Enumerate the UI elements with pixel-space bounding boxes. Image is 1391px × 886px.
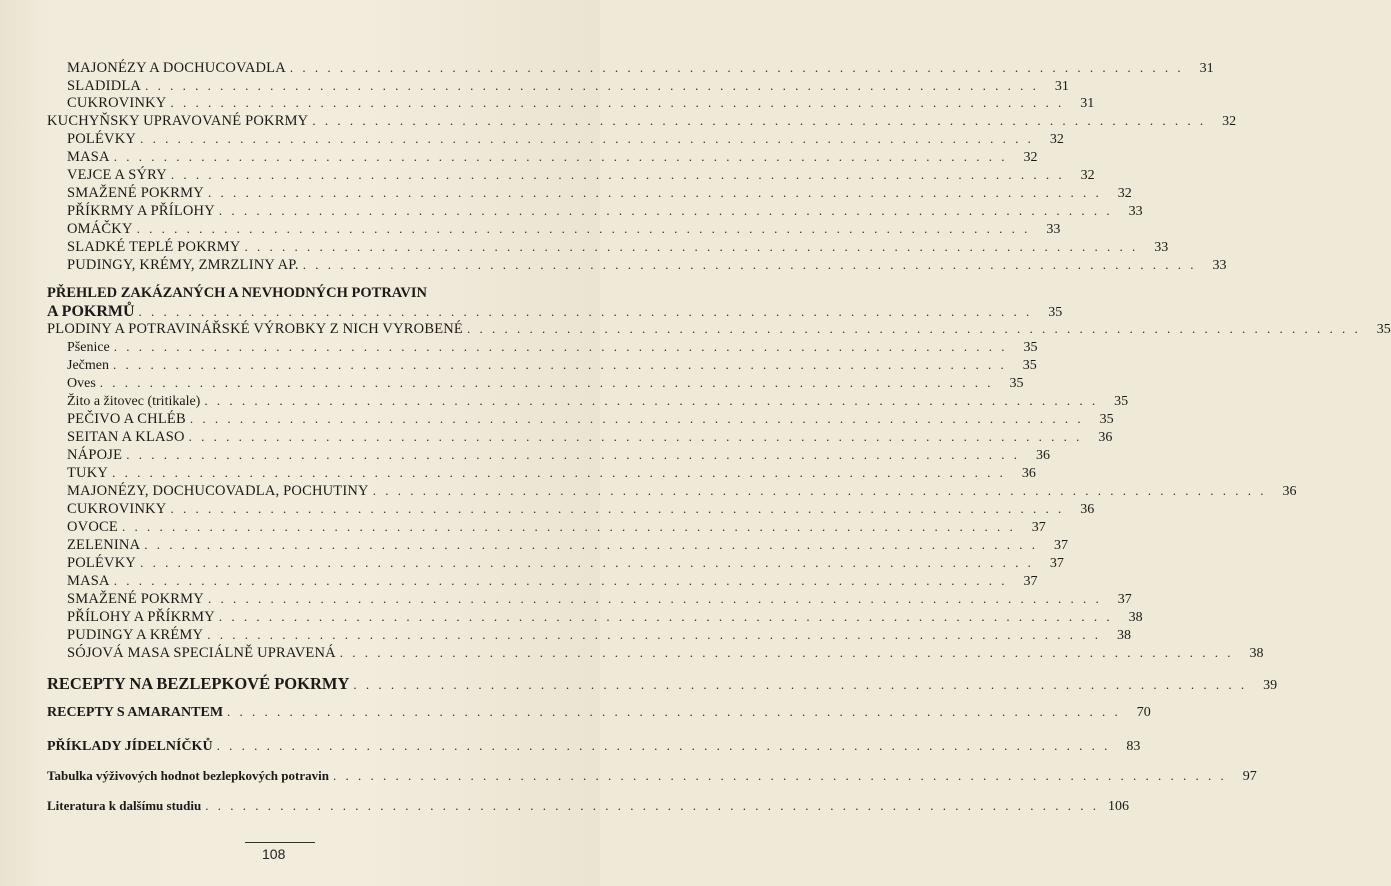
toc-page-number: 37	[1031, 520, 1046, 535]
toc-page-number: 36	[1080, 502, 1095, 517]
toc-entry-label: A POKRMŮ	[47, 303, 135, 320]
toc-page-number: 38	[1116, 628, 1131, 643]
dot-leader: . . . . . . . . . . . . . . . . . . . . . . . . . . . . . . . . . . . . . . . . . . . . . . . . . . . . . . . . . . . . . . . . . . . . . . . .	[136, 221, 1031, 236]
toc-entry	[0, 645, 1264, 663]
toc-page-number: 33	[1154, 240, 1169, 255]
toc-entry	[0, 537, 1069, 555]
toc-entry	[0, 185, 1132, 203]
toc-entry-label: PŘÍLOHY A PŘÍKRMY	[67, 609, 215, 625]
toc-page-number: 35	[1022, 358, 1037, 373]
toc-page-number: 32	[1049, 132, 1064, 147]
toc-entry-label: Tabulka výživových hodnot bezlepkových potravin	[47, 768, 329, 783]
toc-entry	[0, 95, 1095, 113]
toc-page-number: 36	[1098, 430, 1113, 445]
toc-entry-label: OVOCE	[67, 519, 118, 535]
toc-entry-label: MAJONÉZY, DOCHUCOVADLA, POCHUTINY	[67, 483, 369, 499]
dot-leader: . . . . . . . . . . . . . . . . . . . . . . . . . . . . . . . . . . . . . . . . . . . . . . . . . . . . . . . . . . . . . . . . . . . . . . . .	[113, 149, 1008, 164]
dot-leader: . . . . . . . . . . . . . . . . . . . . . . . . . . . . . . . . . . . . . . . . . . . . . . . . . . . . . . . . . . . . . . . . . . . . . . . .	[332, 768, 1227, 783]
toc-page-number: 33	[1128, 204, 1143, 219]
toc-page-number: 35	[1099, 412, 1114, 427]
dot-leader: . . . . . . . . . . . . . . . . . . . . . . . . . . . . . . . . . . . . . . . . . . . . . . . . . . . . . . . . . . . . . . . . . . . . . . . .	[99, 375, 994, 390]
toc-entry	[0, 501, 1095, 519]
toc-entry-label: Ječmen	[67, 358, 109, 373]
dot-leader: . . . . . . . . . . . . . . . . . . . . . . . . . . . . . . . . . . . . . . . . . . . . . . . . . . . . . . . . . . . . . . . . . . . . . . . .	[218, 609, 1113, 624]
toc-entry-label: SLADKÉ TEPLÉ POKRMY	[67, 239, 241, 255]
toc-entry	[0, 221, 1061, 239]
toc-entry-label: RECEPTY S AMARANTEM	[47, 705, 224, 720]
toc-page-number: 35	[1009, 376, 1024, 391]
dot-leader: . . . . . . . . . . . . . . . . . . . . . . . . . . . . . . . . . . . . . . . . . . . . . . . . . . . . . . . . . . . . . . . . . . . . . . . .	[216, 738, 1111, 753]
dot-leader: . . . . . . . . . . . . . . . . . . . . . . . . . . . . . . . . . . . . . . . . . . . . . . . . . . . . . . . . . . . . . . . . . . . . . . . .	[145, 78, 1039, 93]
toc-entry-label: MASA	[67, 573, 110, 589]
toc-entry-label: Žito a žitovec (tritikale)	[67, 394, 201, 409]
toc-entry	[0, 203, 1143, 221]
toc-entry	[0, 131, 1064, 149]
toc-entry-label: TUKY	[67, 465, 109, 481]
dot-leader: . . . . . . . . . . . . . . . . . . . . . . . . . . . . . . . . . . . . . . . . . . . . . . . . . . . . . . . . . . . . . . . . . . . . . . . .	[189, 411, 1084, 426]
toc-entry-label: PUDINGY A KRÉMY	[67, 627, 204, 643]
toc-entry	[0, 411, 1114, 429]
toc-entry	[0, 555, 1064, 573]
toc-entry-label: RECEPTY NA BEZLEPKOVÉ POKRMY	[47, 674, 350, 693]
toc-entry-label: PLODINY A POTRAVINÁŘSKÉ VÝROBKY Z NICH VYROBENÉ	[47, 321, 463, 337]
toc-page-number: 37	[1117, 592, 1132, 607]
toc-entry	[0, 704, 1151, 722]
dot-leader: . . . . . . . . . . . . . . . . . . . . . . . . . . . . . . . . . . . . . . . . . . . . . . . . . . . . . . . . . . . . . . . . . . . . . . . .	[113, 573, 1008, 588]
toc-entry	[0, 768, 1257, 786]
toc-entry	[0, 393, 1129, 411]
toc-page-number: 35	[1376, 322, 1391, 337]
toc-entry	[0, 339, 1038, 357]
toc-entry	[0, 429, 1113, 447]
dot-leader: . . . . . . . . . . . . . . . . . . . . . . . . . . . . . . . . . . . . . . . . . . . . . . . . . . . . . . . . . . . . . . . . . . . . . . . .	[112, 357, 1007, 372]
toc-entry	[0, 798, 1129, 816]
dot-leader: . . . . . . . . . . . . . . . . . . . . . . . . . . . . . . . . . . . . . . . . . . . . . . . . . . . . . . . . . . . . . . . . . . . . . . . .	[170, 95, 1065, 110]
toc-page-number: 35	[1114, 394, 1129, 409]
toc-page-number: 38	[1128, 610, 1143, 625]
toc-page-number: 36	[1021, 466, 1036, 481]
toc-entry-label: Oves	[67, 376, 96, 391]
dot-leader: . . . . . . . . . . . . . . . . . . . . . . . . . . . . . . . . . . . . . . . . . . . . . . . . . . . . . . . . . . . . . . . . . . . . . . . .	[188, 429, 1083, 444]
toc-entry-label: CUKROVINKY	[67, 501, 167, 517]
toc-entry	[0, 609, 1143, 627]
toc-entry	[0, 465, 1036, 483]
dot-leader: . . . . . . . . . . . . . . . . . . . . . . . . . . . . . . . . . . . . . . . . . . . . . . . . . . . . . . . . . . . . . . . . . . . . . . . .	[339, 645, 1234, 660]
dot-leader: . . . . . . . . . . . . . . . . . . . . . . . . . . . . . . . . . . . . . . . . . . . . . . . . . . . . . . . . . . . . . . . . . . . . . . . .	[244, 239, 1139, 254]
toc-entry-label: KUCHYŇSKY UPRAVOVANÉ POKRMY	[47, 113, 309, 129]
toc-page-number: 36	[1282, 484, 1297, 499]
page-number: 108	[262, 846, 286, 862]
toc-page-number: 70	[1136, 705, 1151, 720]
toc-entry-label: PUDINGY, KRÉMY, ZMRZLINY AP.	[67, 257, 299, 273]
toc-page-number: 35	[1023, 340, 1038, 355]
toc-page-number: 32	[1080, 168, 1095, 183]
dot-leader: . . . . . . . . . . . . . . . . . . . . . . . . . . . . . . . . . . . . . . . . . . . . . . . . . . . . . . . . . . . . . . . . . . . . . . . .	[112, 465, 1006, 480]
toc-page-number: 31	[1054, 79, 1069, 94]
dot-leader: . . . . . . . . . . . . . . . . . . . . . . . . . . . . . . . . . . . . . . . . . . . . . . . . . . . . . . . . . . . . . . . . . . . . . . . .	[227, 704, 1121, 719]
toc-page-number: 37	[1054, 538, 1069, 553]
toc-page-number: 83	[1126, 739, 1141, 754]
dot-leader: . . . . . . . . . . . . . . . . . . . . . . . . . . . . . . . . . . . . . . . . . . . . . . . . . . . . . . . . . . . . . . . . . . . . . . . .	[466, 321, 1361, 336]
toc-entry	[0, 149, 1038, 167]
dot-leader: . . . . . . . . . . . . . . . . . . . . . . . . . . . . . . . . . . . . . . . . . . . . . . . . . . . . . . . . . . . . . . . . . . . . . . . .	[113, 339, 1008, 354]
toc-entry-label: PŘÍKLADY JÍDELNÍČKŮ	[47, 739, 213, 754]
dot-leader: . . . . . . . . . . . . . . . . . . . . . . . . . . . . . . . . . . . . . . . . . . . . . . . . . . . . . . . . . . . . . . . . . . . . . . . .	[353, 677, 1248, 692]
dot-leader: . . . . . . . . . . . . . . . . . . . . . . . . . . . . . . . . . . . . . . . . . . . . . . . . . . . . . . . . . . . . . . . . . . . . . . . .	[289, 60, 1184, 75]
toc-page-number: 37	[1049, 556, 1064, 571]
toc-entry-label: POLÉVKY	[67, 555, 137, 571]
dot-leader: . . . . . . . . . . . . . . . . . . . . . . . . . . . . . . . . . . . . . . . . . . . . . . . . . . . . . . . . . . . . . . . . . . . . . . . .	[126, 447, 1020, 462]
dot-leader: . . . . . . . . . . . . . . . . . . . . . . . . . . . . . . . . . . . . . . . . . . . . . . . . . . . . . . . . . . . . . . . . . . . . . . . .	[140, 555, 1034, 570]
dot-leader: . . . . . . . . . . . . . . . . . . . . . . . . . . . . . . . . . . . . . . . . . . . . . . . . . . . . . . . . . . . . . . . . . . . . . . . .	[372, 483, 1267, 498]
dot-leader: . . . . . . . . . . . . . . . . . . . . . . . . . . . . . . . . . . . . . . . . . . . . . . . . . . . . . . . . . . . . . . . . . . . . . . . .	[170, 501, 1065, 516]
toc-entry-label: OMÁČKY	[67, 221, 133, 237]
toc-entry-label: Literatura k dalšímu studiu	[47, 798, 202, 813]
toc-entry-label: MASA	[67, 149, 110, 165]
toc-entry	[0, 257, 1227, 275]
dot-leader: . . . . . . . . . . . . . . . . . . . . . . . . . . . . . . . . . . . . . . . . . . . . . . . . . . . . . . . . . . . . . . . . . . . . . . . .	[138, 304, 1033, 319]
toc-page-number: 37	[1023, 574, 1038, 589]
dot-leader: . . . . . . . . . . . . . . . . . . . . . . . . . . . . . . . . . . . . . . . . . . . . . . . . . . . . . . . . . . . . . . . . . . . . . . . .	[312, 113, 1207, 128]
toc-entry-label: SÓJOVÁ MASA SPECIÁLNĚ UPRAVENÁ	[67, 645, 336, 661]
toc-page-number: 36	[1035, 448, 1050, 463]
toc-entry-label: SLADIDLA	[67, 78, 142, 94]
toc-page-number: 38	[1249, 646, 1264, 661]
toc-entry	[0, 738, 1141, 756]
toc-entry	[0, 483, 1297, 501]
toc-entry-label: CUKROVINKY	[67, 95, 167, 111]
toc-page-number: 33	[1046, 222, 1061, 237]
toc-entry	[0, 78, 1069, 96]
toc-entry	[0, 447, 1050, 465]
toc-entry-label: SMAŽENÉ POKRMY	[67, 185, 204, 201]
dot-leader: . . . . . . . . . . . . . . . . . . . . . . . . . . . . . . . . . . . . . . . . . . . . . . . . . . . . . . . . . . . . . . . . . . . . . . . .	[170, 167, 1065, 182]
toc-page-number: 33	[1212, 258, 1227, 273]
toc-page-number: 31	[1199, 61, 1214, 76]
toc-entry-label: PEČIVO A CHLÉB	[67, 411, 186, 427]
toc-entry	[0, 375, 1024, 393]
toc-entry	[0, 573, 1038, 591]
toc-entry	[0, 519, 1046, 537]
dot-leader: . . . . . . . . . . . . . . . . . . . . . . . . . . . . . . . . . . . . . . . . . . . . . . . . . . . . . . . . . . . . . . . . . . . . . . . .	[144, 537, 1039, 552]
toc-page-number: 32	[1023, 150, 1038, 165]
dot-leader: . . . . . . . . . . . . . . . . . . . . . . . . . . . . . . . . . . . . . . . . . . . . . . . . . . . . . . . . . . . . . . . . . . . . . . . .	[207, 627, 1101, 642]
dot-leader: . . . . . . . . . . . . . . . . . . . . . . . . . . . . . . . . . . . . . . . . . . . . . . . . . . . . . . . . . . . . . . . . . . . . . . . .	[207, 185, 1102, 200]
toc-entry	[0, 60, 1214, 78]
toc-entry	[0, 321, 1391, 339]
toc-entry-label: VEJCE A SÝRY	[67, 167, 167, 183]
toc-entry-label: ZELENINA	[67, 537, 141, 553]
toc-entry-label: SMAŽENÉ POKRMY	[67, 591, 204, 607]
toc-entry	[0, 303, 1063, 321]
dot-leader: . . . . . . . . . . . . . . . . . . . . . . . . . . . . . . . . . . . . . . . . . . . . . . . . . . . . . . . . . . . . . . . . . . . . . . . .	[205, 798, 1099, 813]
toc-entry	[0, 627, 1131, 645]
toc-entry-label: SEITAN A KLASO	[67, 429, 185, 445]
toc-entry-label: MAJONÉZY A DOCHUCOVADLA	[67, 60, 286, 76]
dot-leader: . . . . . . . . . . . . . . . . . . . . . . . . . . . . . . . . . . . . . . . . . . . . . . . . . . . . . . . . . . . . . . . . . . . . . . . .	[140, 131, 1034, 146]
toc-entry-label: NÁPOJE	[67, 447, 123, 463]
toc-page-number: 32	[1117, 186, 1132, 201]
footer-rule	[245, 842, 315, 843]
toc-page-number: 39	[1263, 678, 1278, 693]
dot-leader: . . . . . . . . . . . . . . . . . . . . . . . . . . . . . . . . . . . . . . . . . . . . . . . . . . . . . . . . . . . . . . . . . . . . . . . .	[218, 203, 1113, 218]
toc-page-number: 97	[1242, 769, 1257, 784]
dot-leader: . . . . . . . . . . . . . . . . . . . . . . . . . . . . . . . . . . . . . . . . . . . . . . . . . . . . . . . . . . . . . . . . . . . . . . . .	[121, 519, 1016, 534]
dot-leader: . . . . . . . . . . . . . . . . . . . . . . . . . . . . . . . . . . . . . . . . . . . . . . . . . . . . . . . . . . . . . . . . . . . . . . . .	[302, 257, 1197, 272]
toc-entry-label: POLÉVKY	[67, 131, 137, 147]
toc-entry	[0, 357, 1037, 375]
toc-entry-label: PŘÍKRMY A PŘÍLOHY	[67, 203, 215, 219]
toc-entry	[0, 239, 1169, 257]
section-heading-line1: PŘEHLED ZAKÁZANÝCH A NEVHODNÝCH POTRAVIN	[47, 285, 427, 301]
toc-page-number: 35	[1048, 305, 1063, 320]
toc-entry	[0, 674, 1278, 693]
toc-page-number: 32	[1222, 114, 1237, 129]
dot-leader: . . . . . . . . . . . . . . . . . . . . . . . . . . . . . . . . . . . . . . . . . . . . . . . . . . . . . . . . . . . . . . . . . . . . . . . .	[207, 591, 1102, 606]
dot-leader: . . . . . . . . . . . . . . . . . . . . . . . . . . . . . . . . . . . . . . . . . . . . . . . . . . . . . . . . . . . . . . . . . . . . . . . .	[204, 393, 1099, 408]
toc-entry	[0, 591, 1132, 609]
toc-entry	[0, 167, 1095, 185]
toc-entry-label: Pšenice	[67, 340, 110, 355]
toc-page-number: 106	[1107, 799, 1129, 814]
toc-entry	[0, 113, 1237, 131]
toc-page-number: 31	[1080, 96, 1095, 111]
